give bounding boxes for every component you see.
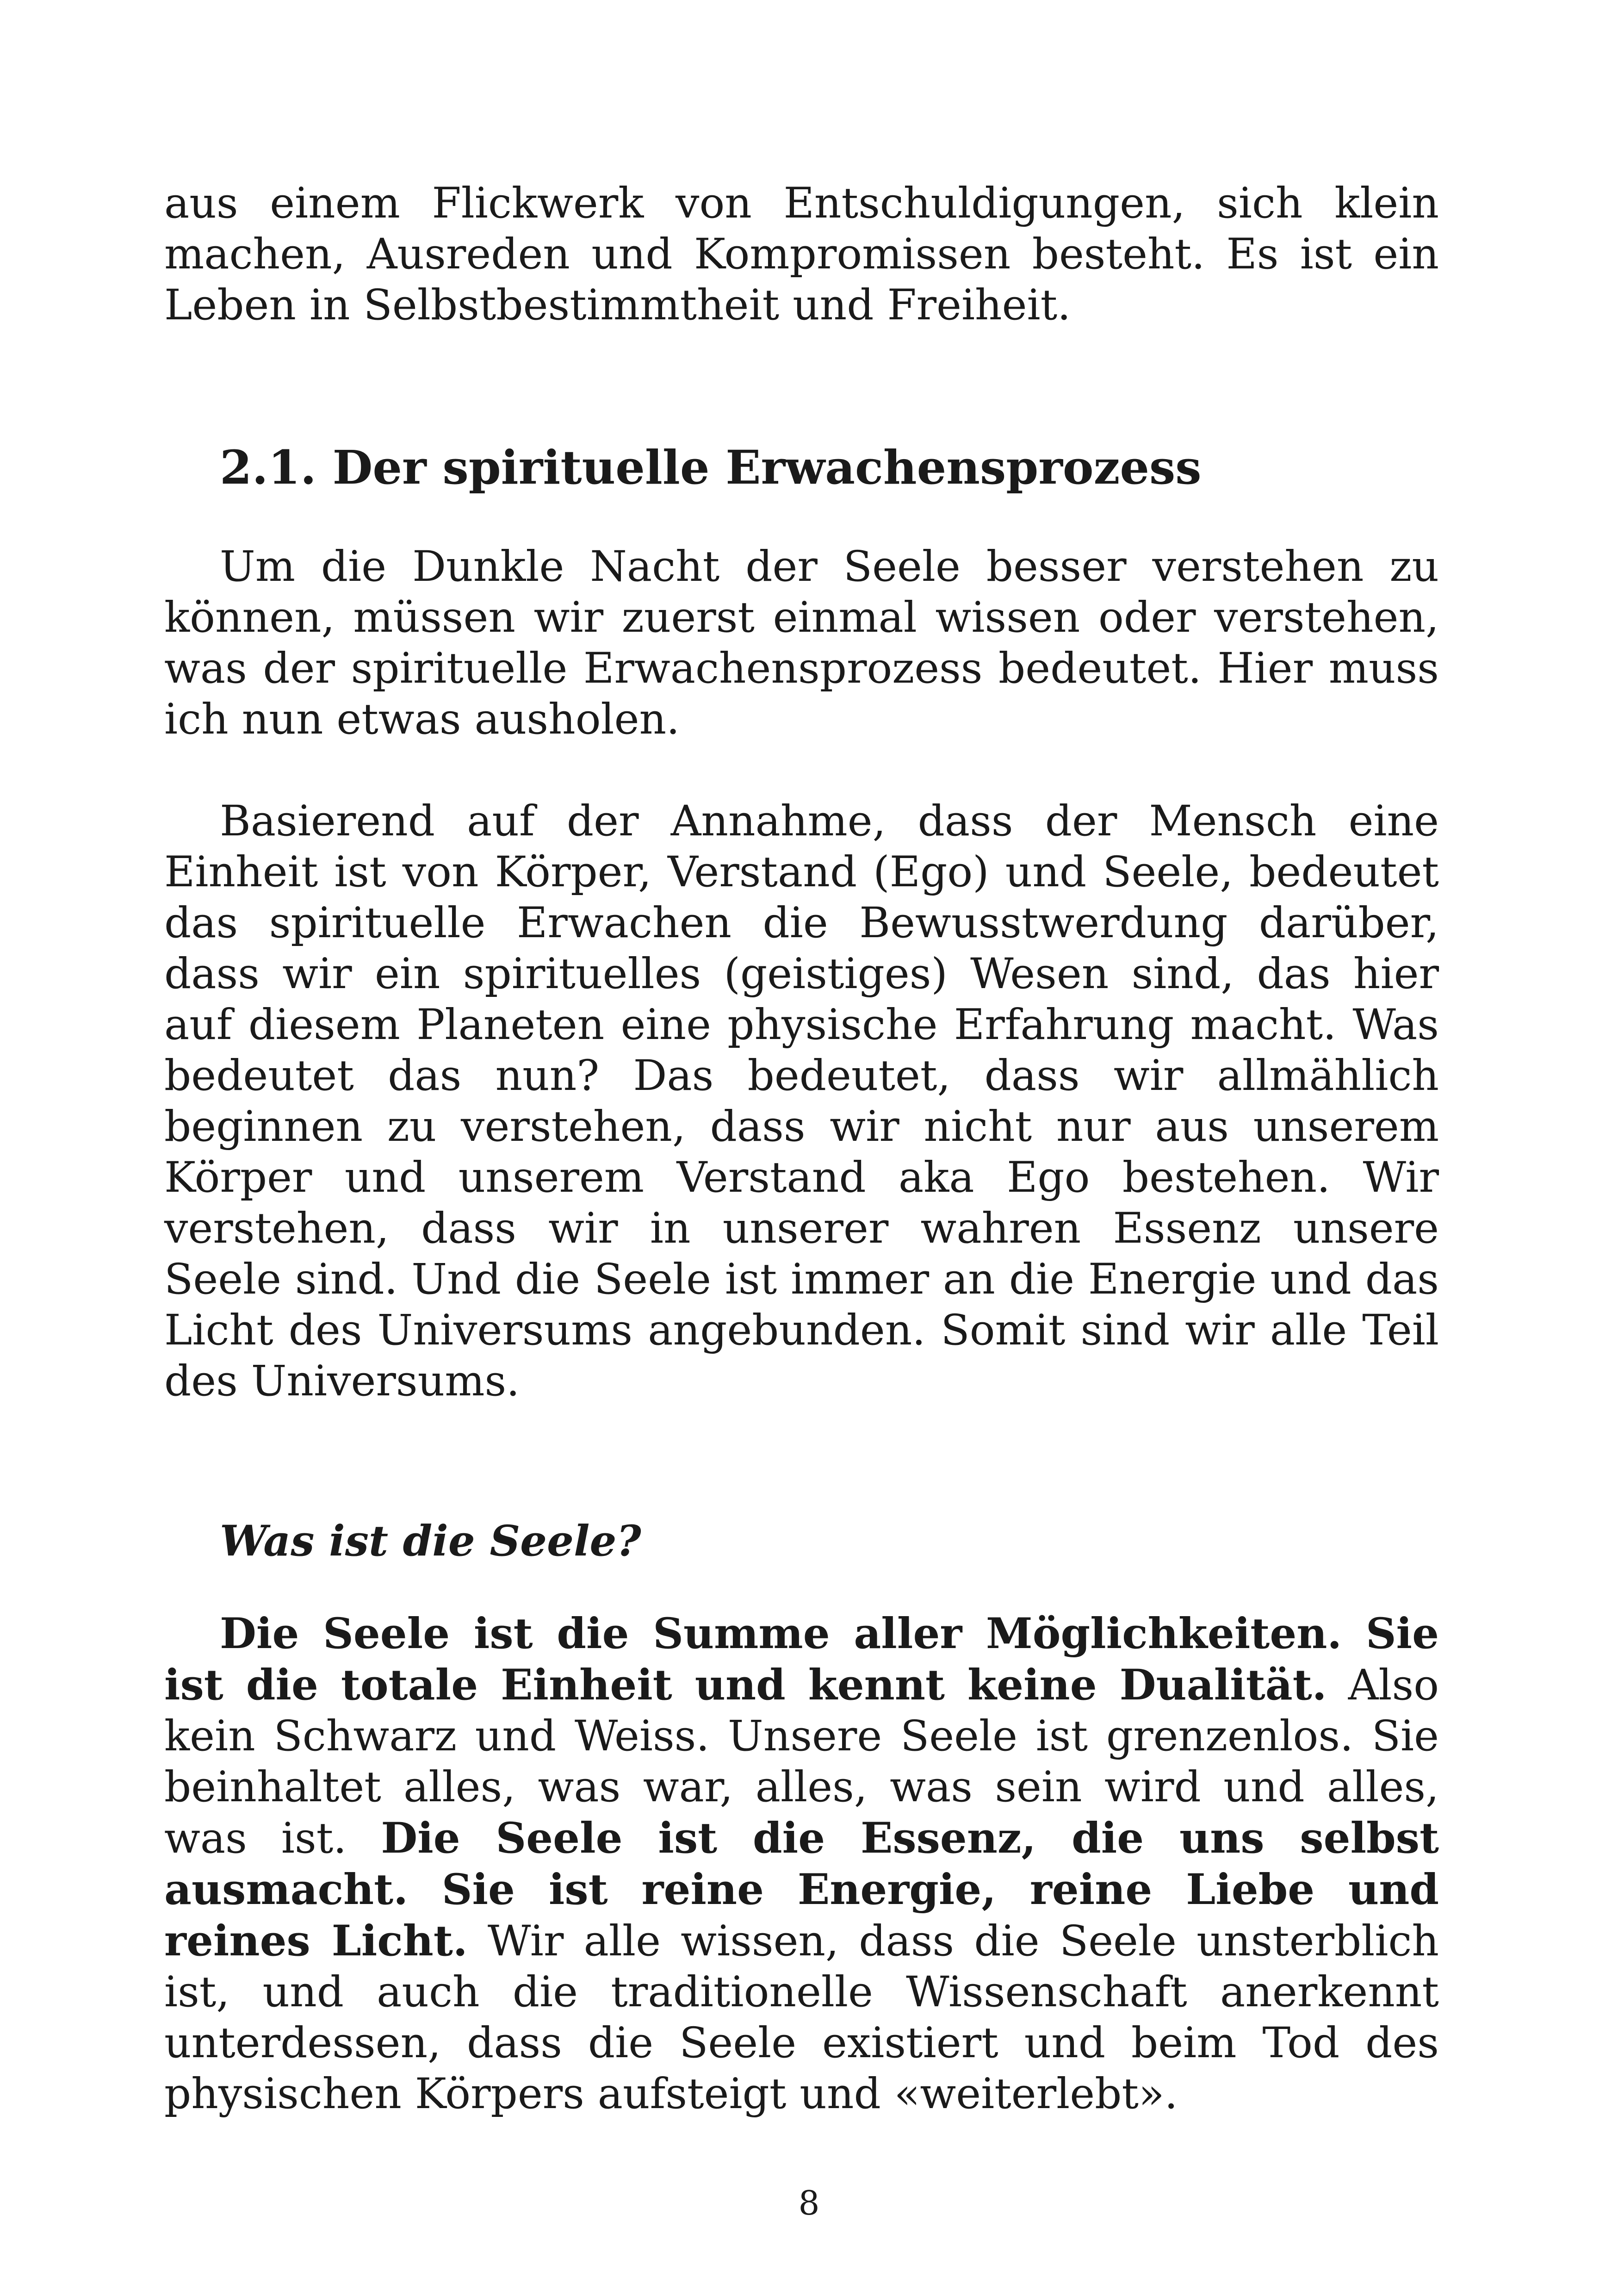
bold-text: Die Seele ist die Summe aller Möglichkeiten. Sie ist die totale Einheit und kennt keine Dualität. <box>164 1609 1439 1710</box>
spacer <box>164 1571 1439 1608</box>
paragraph-3 <box>164 1608 1439 2120</box>
spacer <box>164 331 1439 435</box>
paragraph-1: Um die Dunkle Nacht der Seele besser verstehen zu können, müssen wir zuerst einmal wissen oder verstehen, was der spirituelle Erwachensprozess bedeutet. Hier muss ich nun etwas ausholen. <box>164 542 1439 744</box>
section-heading: 2.1. Der spirituelle Erwachensprozess <box>220 440 1202 495</box>
paragraph-2: Basierend auf der Annahme, dass der Mensch eine Einheit ist von Körper, Verstand (Ego) und Seele, bedeutet das spirituelle Erwachen die Bewusstwerdung darüber, dass wir ein spirituelles (geistiges) Wesen sind, das hier auf diesem Planeten eine physische Erfahrung macht. Was bedeutet das nun? Das bedeutet, dass wir allmählich beginnen zu verstehen, dass wir nicht nur aus unserem Körper und unserem Verstand aka Ego bestehen. Wir verstehen, dass wir in unserer wahren Essenz unsere Seele sind. Und die Seele ist immer an die Energie und das Licht des Universums angebunden. Somit sind wir alle Teil des Universums. <box>164 797 1439 1406</box>
page-content <box>164 178 1439 2120</box>
bold-text: Die Seele ist die Essenz, die uns selbst ausmacht. Sie ist reine Energie, reine Liebe und reines Licht. <box>164 1814 1439 1966</box>
spacer <box>164 500 1439 541</box>
body-text: Also kein Schwarz und Weiss. Unsere Seele ist grenzenlos. Sie beinhaltet alles, was war, alles, was sein wird und alles, was ist. <box>164 1661 1439 1863</box>
body-text: Wir alle wissen, dass die Seele unsterblich ist, und auch die traditionelle Wissenschaft anerkennt unterdessen, dass die Seele existiert und beim Tod des physischen Körpers aufsteigt und «weiterlebt». <box>164 1917 1439 2118</box>
spacer <box>164 745 1439 796</box>
subheading: Was ist die Seele? <box>220 1517 641 1566</box>
spacer <box>164 1407 1439 1511</box>
intro-paragraph: aus einem Flickwerk von Entschuldigungen, sich klein machen, Ausreden und Kompromissen besteht. Es ist ein Leben in Selbstbestimmtheit und Freiheit. <box>164 179 1439 330</box>
page-number: 8 <box>798 2184 820 2222</box>
